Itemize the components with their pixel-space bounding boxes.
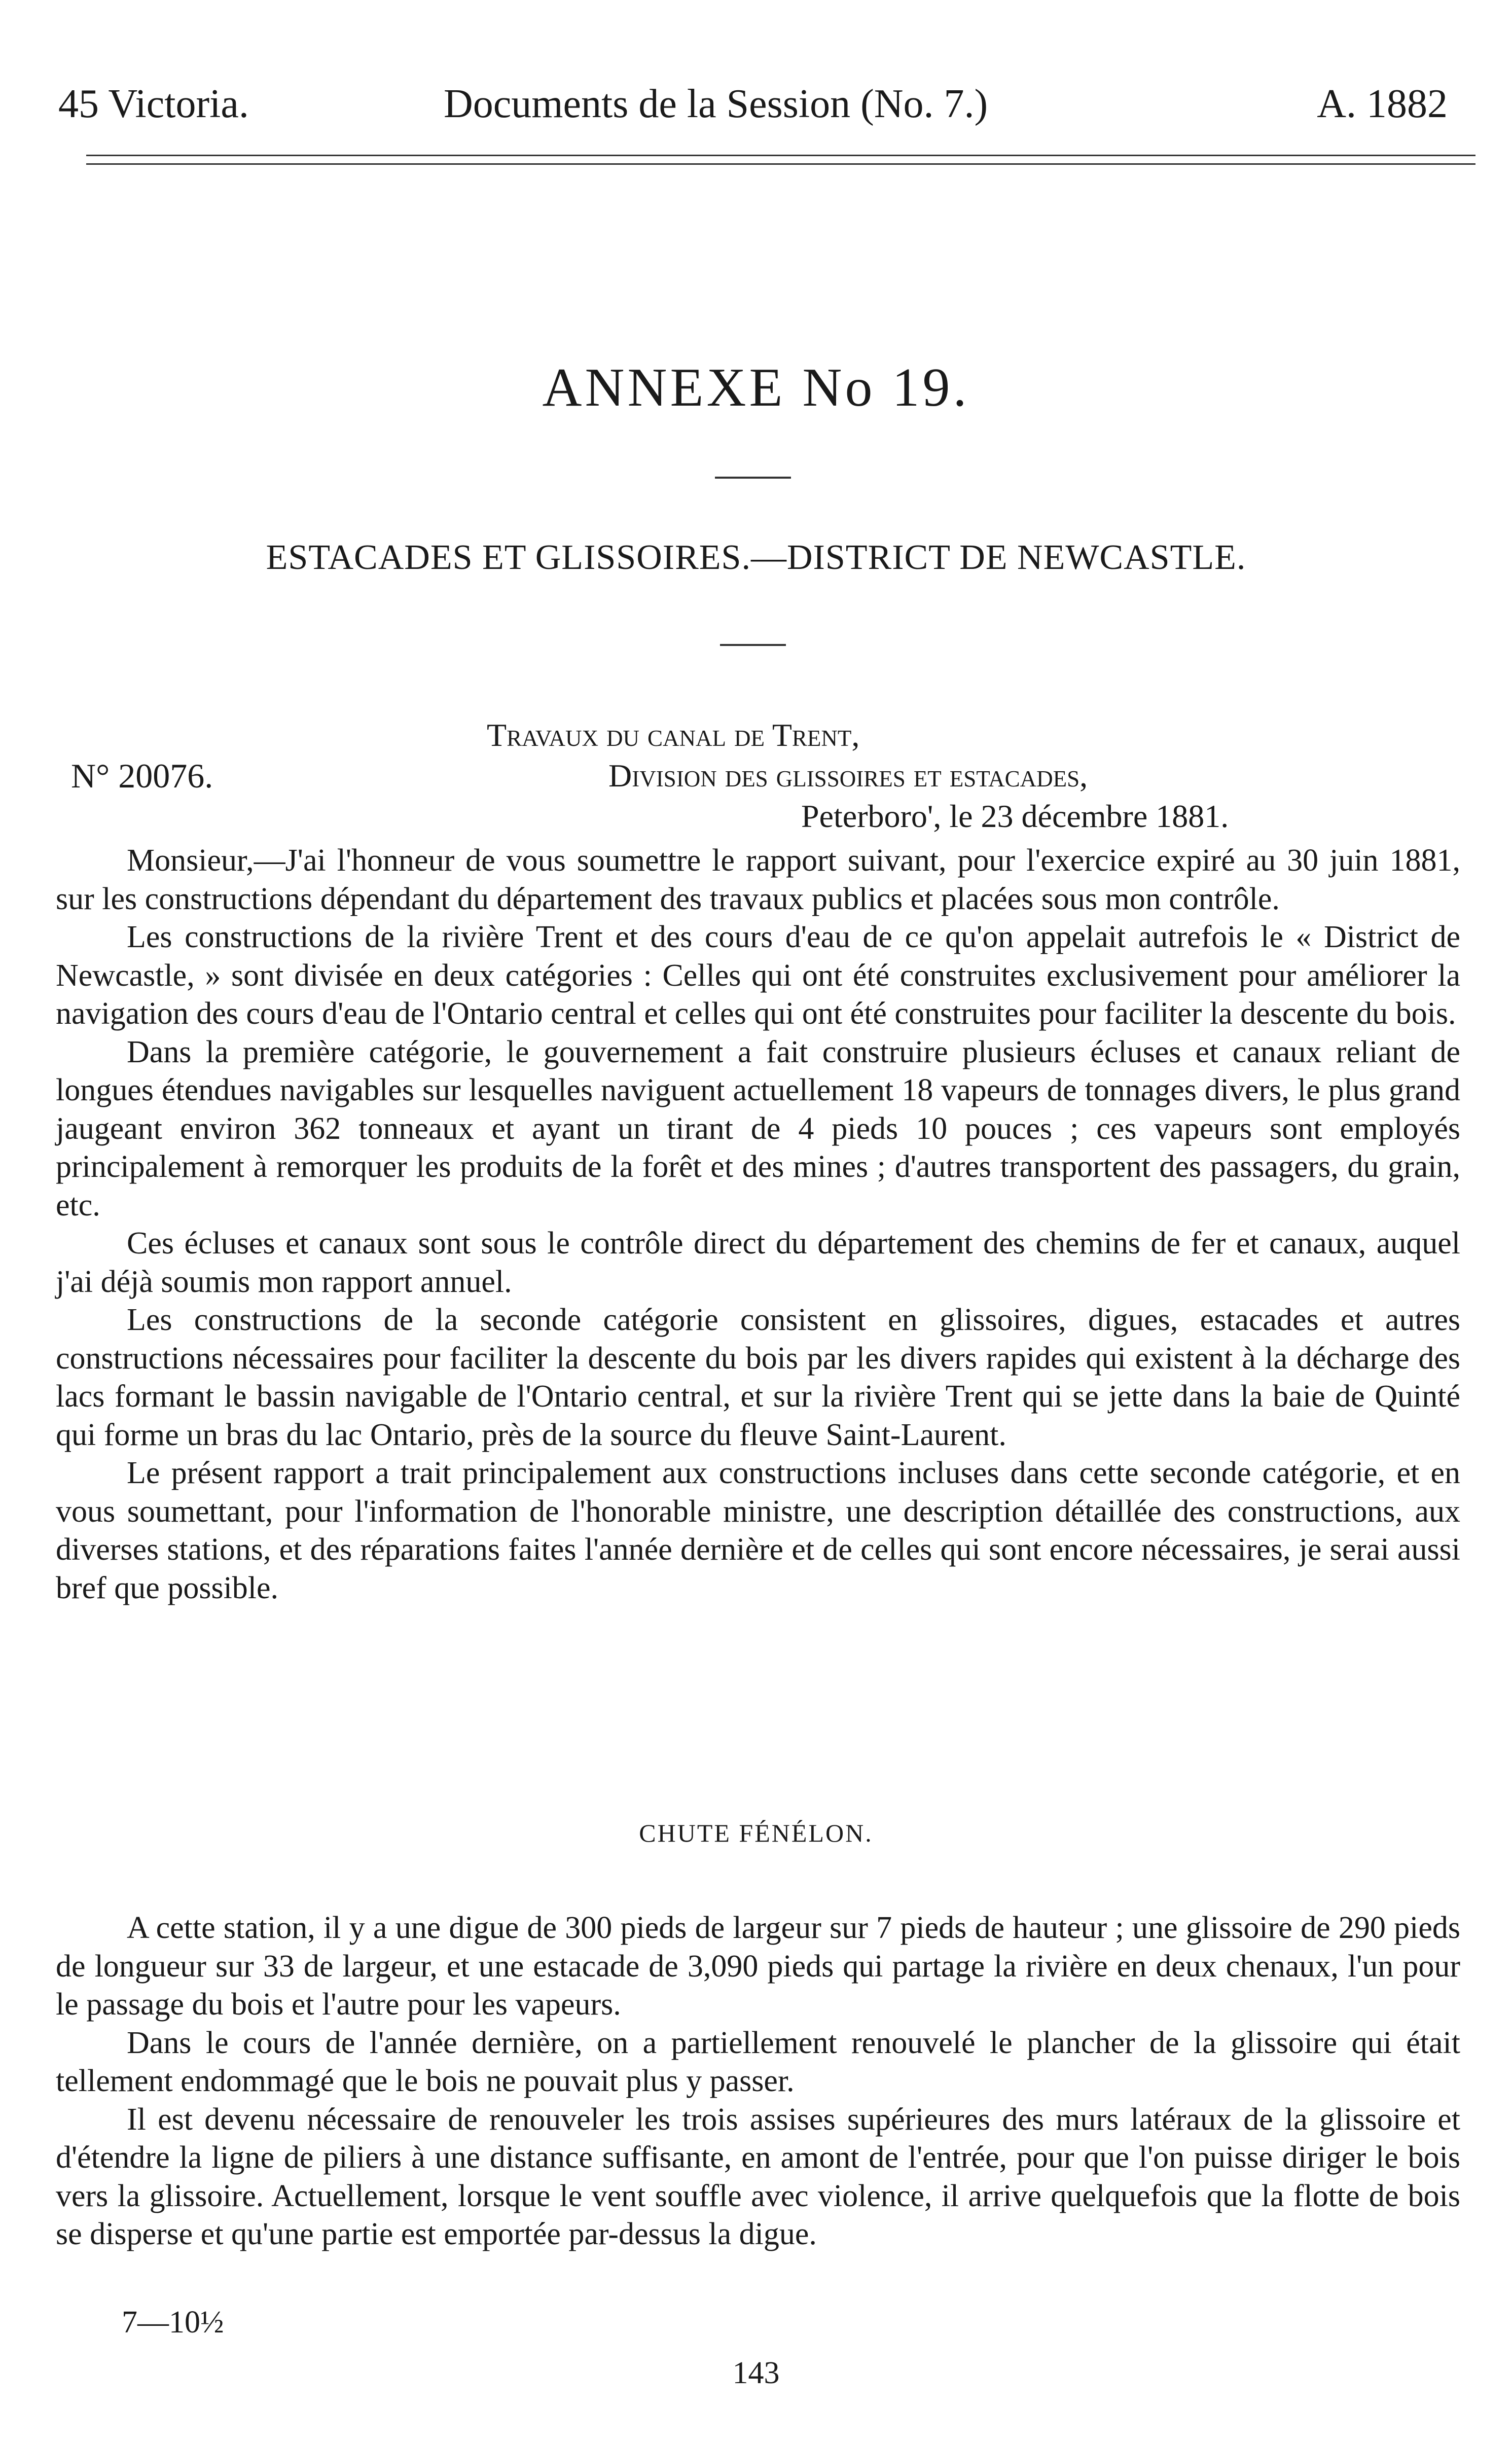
address-line-2: Division des glissoires et estacades, (608, 758, 1088, 794)
section-body (56, 1909, 1460, 2254)
report-subtitle: ESTACADES ET GLISSOIRES.—DISTRICT DE NEWCASTLE. (266, 538, 1246, 577)
section-heading: CHUTE FÉNÉLON. (639, 1819, 873, 1847)
header-year: A. 1882 (1317, 82, 1448, 126)
address-line-3: Peterboro', le 23 décembre 1881. (801, 798, 1229, 834)
header-double-rule (86, 155, 1475, 165)
report-body (56, 842, 1460, 1607)
running-header (58, 76, 1458, 132)
paragraph: Dans le cours de l'année dernière, on a partiellement renouvelé le plancher de la glissoire qui était tellement endommagé que le bois ne pouvait plus y passer. (56, 2025, 1460, 2098)
paragraph: Dans la première catégorie, le gouvernement a fait construire plusieurs écluses et canaux reliant de longues étendues navigables sur lesquelles naviguent actuellement 18 vapeurs de tonnages divers, le plus grand jaugeant environ 362 tonneaux et ayant un tirant de 4 pieds 10 pouces ; ces vapeurs sont employés principalement à remorquer les produits de la forêt et des mines ; d'autres transportent des passagers, du grain, etc. (56, 1034, 1460, 1223)
letter-number: N° 20076. (71, 757, 213, 795)
paragraph: Le présent rapport a trait principalement aux constructions incluses dans cette seconde catégorie, et en vous soumettant, pour l'information de l'honorable ministre, une description détaillée des constructions, aux diverses stations, et des réparations faites l'année dernière et de celles qui sont encore nécessaires, je serai aussi bref que possible. (56, 1456, 1460, 1605)
title-divider (715, 477, 791, 479)
annex-title: ANNEXE No 19. (542, 357, 970, 418)
paragraph: Les constructions de la seconde catégorie consistent en glissoires, digues, estacades et autres constructions nécessaires pour faciliter la descente du bois par les divers rapides qui existent à la décharge des lacs formant le bassin navigable de l'Ontario central, et sur la rivière Trent qui se jette dans la baie de Quinté qui forme un bras du lac Ontario, près de la source du fleuve Saint-Laurent. (56, 1303, 1460, 1452)
signature-mark: 7—10½ (122, 2305, 224, 2340)
paragraph: Ces écluses et canaux sont sous le contrôle direct du département des chemins de fer et canaux, auquel j'ai déjà soumis mon rapport annuel. (56, 1226, 1460, 1299)
paragraph: Il est devenu nécessaire de renouveler les trois assises supérieures des murs latéraux de la glissoire et d'étendre la ligne de piliers à une distance suffisante, en amont de l'entrée, pour que l'on puisse diriger le bois vers la glissoire. Actuellement, lorsque le vent souffle avec violence, il arrive quelquefois que la flotte de bois se disperse et qu'une partie est emportée par-dessus la digue. (56, 2102, 1460, 2251)
page-number: 143 (732, 2356, 780, 2390)
address-line-1: Travaux du canal de Trent, (487, 717, 860, 753)
paragraph: Monsieur,—J'ai l'honneur de vous soumettre le rapport suivant, pour l'exercice expiré au 30 juin 1881, sur les constructions dépendant du département des travaux publics et placées sous mon contrôle. (56, 843, 1460, 916)
paragraph: A cette station, il y a une digue de 300 pieds de largeur sur 7 pieds de hauteur ; une glissoire de 290 pieds de longueur sur 33 de largeur, et une estacade de 3,090 pieds qui partage la rivière en deux chenaux, l'un pour le passage du bois et l'autre pour les vapeurs. (56, 1911, 1460, 2022)
header-documents: Documents de la Session (No. 7.) (444, 82, 988, 126)
header-session: 45 Victoria. (58, 82, 249, 126)
paragraph: Les constructions de la rivière Trent et des cours d'eau de ce qu'on appelait autrefois le « District de Newcastle, » sont divisée en deux catégories : Celles qui ont été construites exclusivement pour améliorer la navigation des cours d'eau de l'Ontario central et celles qui ont été construites pour faciliter la descente du bois. (56, 920, 1460, 1031)
subtitle-divider (720, 644, 786, 646)
